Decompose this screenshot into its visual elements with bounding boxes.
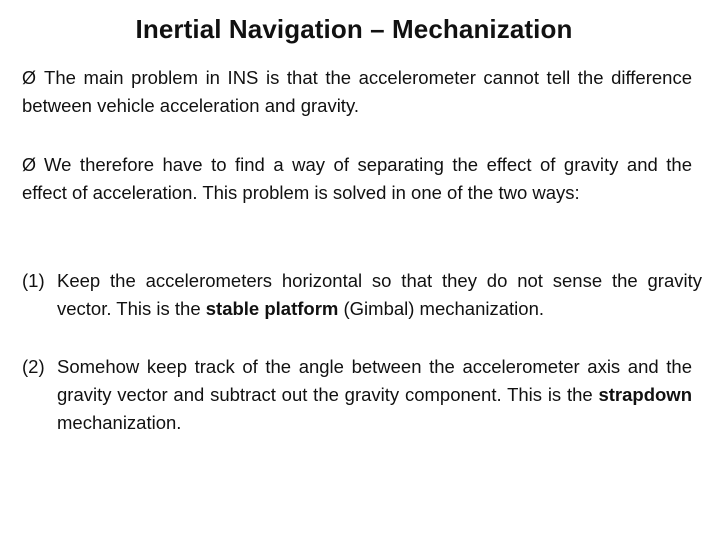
item-text-before: Somehow keep track of the angle between the accelerometer axis and the gravity vector and subtract out the gravity component. This is the: [57, 356, 692, 405]
item-text-bold: stable platform: [205, 298, 339, 319]
bullet-item: [22, 64, 692, 120]
item-text-bold: strapdown: [598, 384, 692, 405]
item-text: [57, 353, 692, 437]
item-text-after: (Gimbal) mechanization.: [338, 298, 544, 319]
numbered-item: [22, 353, 692, 437]
arrow-bullet-icon: Ø: [22, 155, 37, 175]
item-number: (1): [22, 270, 45, 291]
item-text-after: mechanization.: [57, 412, 182, 433]
item-number: (2): [22, 356, 45, 377]
item-text: [57, 267, 702, 323]
bullet-text: We therefore have to find a way of separating the effect of gravity and the effect of acceleration. This problem is solved in one of the two ways:: [22, 154, 692, 203]
arrow-bullet-icon: Ø: [22, 68, 37, 88]
bullet-item: [22, 151, 692, 207]
bullet-text: The main problem in INS is that the accelerometer cannot tell the difference between vehicle acceleration and gravity.: [22, 67, 692, 116]
numbered-item: [22, 267, 702, 323]
slide-title: Inertial Navigation – Mechanization: [135, 14, 573, 44]
item-text-before: Keep the accelerometers horizontal so that they do not sense the gravity vector. This is the: [57, 270, 702, 319]
